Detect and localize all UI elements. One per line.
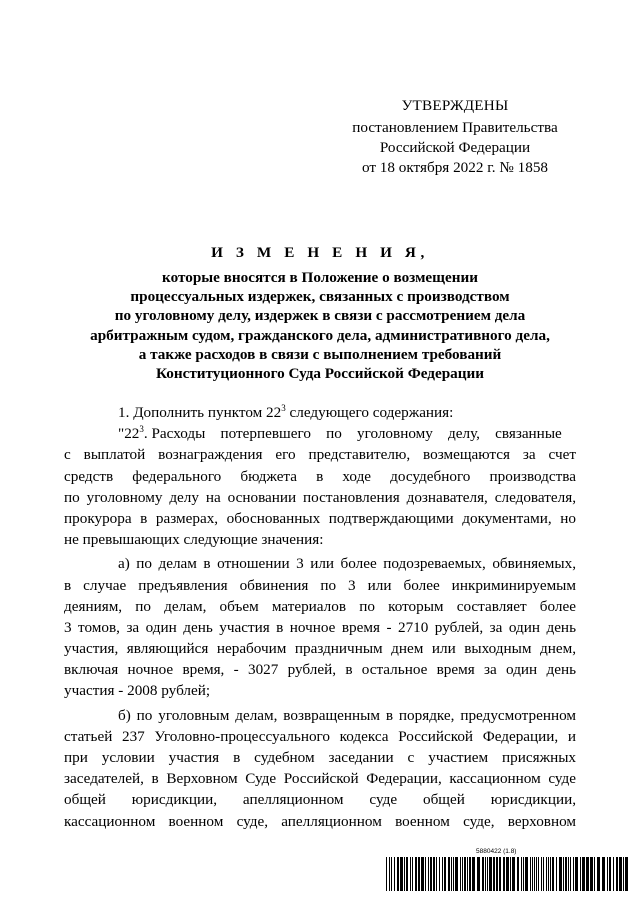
barcode-bar (597, 857, 600, 891)
document-heading: И З М Е Н Е Н И Я, (211, 244, 429, 261)
barcode-bar (433, 857, 435, 891)
paragraph-b-line: заседателей, в Верховном Суде Российской Федерации, кассационном суде (64, 770, 576, 788)
subheading-line: Конституционного Суда Российской Федерации (155, 365, 484, 383)
barcode-bar (625, 857, 628, 891)
barcode-bar (543, 857, 544, 891)
barcode-bar (386, 857, 387, 891)
paragraph-b-line: статьей 237 Уголовно-процессуального кодекса Российской Федерации, и (64, 727, 576, 745)
paragraph-b-line: общей юрисдикции, апелляционном суде общей юрисдикции, (64, 791, 576, 809)
barcode-bar (563, 857, 564, 891)
barcode-bar (532, 857, 533, 891)
paragraph-a-line: в случае предъявления обвинения по 3 или более инкриминируемым (64, 576, 576, 594)
barcode-bars (384, 857, 628, 891)
barcode-bar (559, 857, 562, 891)
item-1-line (64, 402, 576, 423)
barcode-bar (594, 857, 595, 891)
barcode-bar (477, 857, 480, 891)
barcode-bar (442, 857, 443, 891)
barcode-bar (496, 857, 498, 891)
barcode-bar (548, 857, 549, 891)
barcode-bar (550, 857, 551, 891)
barcode-bar (425, 857, 426, 891)
barcode-bar (546, 857, 547, 891)
barcode-bar (530, 857, 531, 891)
barcode-bar (430, 857, 432, 891)
barcode-bar (489, 857, 492, 891)
barcode-bar (397, 857, 399, 891)
paragraph-22-superscript: 3 (139, 424, 144, 435)
subheading-line: процессуальных издержек, связанных с производством (130, 288, 510, 306)
barcode-bar (400, 857, 403, 891)
barcode-bar (534, 857, 535, 891)
barcode-bar (451, 857, 452, 891)
paragraph-a-line: участия, являющийся нерабочим праздничным днем или выходным днем, (64, 640, 576, 658)
barcode-bar (503, 857, 505, 891)
paragraph-a-line: 3 томов, за один день участия в ночное время - 2710 рублей, за один день (64, 618, 576, 636)
barcode-bar (467, 857, 468, 891)
paragraph-b-line: при условии участия в судебном заседании с участием присяжных (64, 749, 576, 766)
document-body (64, 402, 576, 832)
barcode-bar (439, 857, 440, 891)
barcode-bar (573, 857, 574, 891)
barcode-bar (613, 857, 614, 891)
barcode-bar (582, 857, 585, 891)
barcode-bar (538, 857, 539, 891)
barcode-bar (510, 857, 511, 891)
barcode-bar (616, 857, 618, 891)
barcode-bar (404, 857, 405, 891)
approval-block (340, 96, 570, 178)
approval-line-2: Российской Федерации (379, 139, 531, 156)
barcode-bar (415, 857, 417, 891)
item-1-superscript: 3 (281, 403, 286, 413)
barcode-bar (607, 857, 608, 891)
barcode-bar (506, 857, 509, 891)
paragraph-22-line: с выплатой вознаграждения его представителю, возмещаются за счет (64, 446, 576, 464)
barcode (384, 848, 628, 892)
item-1-prefix: 1. Дополнить пунктом 22 (118, 404, 282, 421)
barcode-bar (556, 857, 557, 891)
approval-title: УТВЕРЖДЕНЫ (401, 97, 509, 114)
barcode-bar (570, 857, 571, 891)
barcode-bar (464, 857, 466, 891)
barcode-label: 5880422 (1.8) (476, 848, 517, 855)
barcode-bar (444, 857, 446, 891)
subheading-line: арбитражным судом, гражданского дела, административного дела, (90, 326, 550, 344)
barcode-bar (580, 857, 581, 891)
barcode-bar (493, 857, 495, 891)
barcode-bar (619, 857, 622, 891)
barcode-bar (428, 857, 429, 891)
barcode-bar (460, 857, 461, 891)
paragraph-22-line: средств федерального бюджета в ходе досудебного производства (64, 467, 576, 485)
paragraph-a-line: участия - 2008 рублей; (64, 682, 211, 700)
barcode-bar (391, 857, 392, 891)
barcode-bar (609, 857, 611, 891)
barcode-bar (487, 857, 488, 891)
barcode-bar (410, 857, 411, 891)
paragraph-22-first-line (64, 423, 576, 444)
barcode-bar (406, 857, 408, 891)
barcode-bar (565, 857, 567, 891)
paragraph-22-line: не превышающих следующие значения: (64, 531, 324, 549)
paragraph-22-line: прокурора в размерах, обоснованных подтверждающими документами, но (64, 509, 576, 527)
barcode-bar (521, 857, 522, 891)
subheading-line: по уголовному делу, издержек в связи с рассмотрением дела (114, 307, 526, 325)
document-subheading (64, 268, 576, 383)
paragraph-a-line: а) по делам в отношении 3 или более подозреваемых, обвиняемых, (118, 555, 576, 573)
barcode-bar (469, 857, 471, 891)
paragraph-a-line: включая ночное время, - 3027 рублей, в остальное время за один день (64, 661, 576, 679)
paragraph-22-line: по уголовному делу на основании постановления дознавателя, следователя, (64, 488, 576, 506)
barcode-bar (602, 857, 605, 891)
barcode-bar (536, 857, 537, 891)
barcode-bar (586, 857, 589, 891)
barcode-bar (590, 857, 593, 891)
barcode-bar (436, 857, 437, 891)
approval-line-3: от 18 октября 2022 г. № 1858 (361, 159, 549, 176)
barcode-bar (482, 857, 484, 891)
barcode-bar (453, 857, 454, 891)
barcode-bar (512, 857, 515, 891)
item-1-suffix: следующего содержания: (285, 404, 454, 421)
paragraph-22-first-line-text: . Расходы потерпевшего по уголовному делу, связанные (143, 425, 562, 443)
barcode-bar (389, 857, 390, 891)
barcode-bar (517, 857, 519, 891)
paragraph-b-line: кассационном военном суде, апелляционном военном суде, верховном (64, 812, 576, 830)
subheading-line: а также расходов в связи с выполнением требований (138, 345, 502, 363)
barcode-bar (418, 857, 420, 891)
approval-line-1: постановлением Правительства (352, 119, 558, 136)
barcode-bar (421, 857, 424, 891)
barcode-bar (575, 857, 578, 891)
barcode-bar (485, 857, 486, 891)
barcode-bar (455, 857, 458, 891)
barcode-bar (448, 857, 450, 891)
subheading-line: которые вносятся в Положение о возмещении (162, 269, 478, 286)
barcode-bar (462, 857, 463, 891)
barcode-bar (623, 857, 624, 891)
barcode-bar (525, 857, 528, 891)
barcode-bar (412, 857, 413, 891)
barcode-bar (541, 857, 542, 891)
barcode-bar (394, 857, 395, 891)
paragraph-b-line: б) по уголовным делам, возвращенным в порядке, предусмотренном (118, 706, 576, 724)
paragraph-22-number: "22 (118, 425, 140, 443)
barcode-bar (499, 857, 501, 891)
barcode-bar (568, 857, 569, 891)
paragraph-a-line: деяниям, по делам, объем материалов по которым составляет более (64, 597, 576, 615)
barcode-bar (472, 857, 475, 891)
barcode-bar (552, 857, 554, 891)
barcode-bar (523, 857, 524, 891)
